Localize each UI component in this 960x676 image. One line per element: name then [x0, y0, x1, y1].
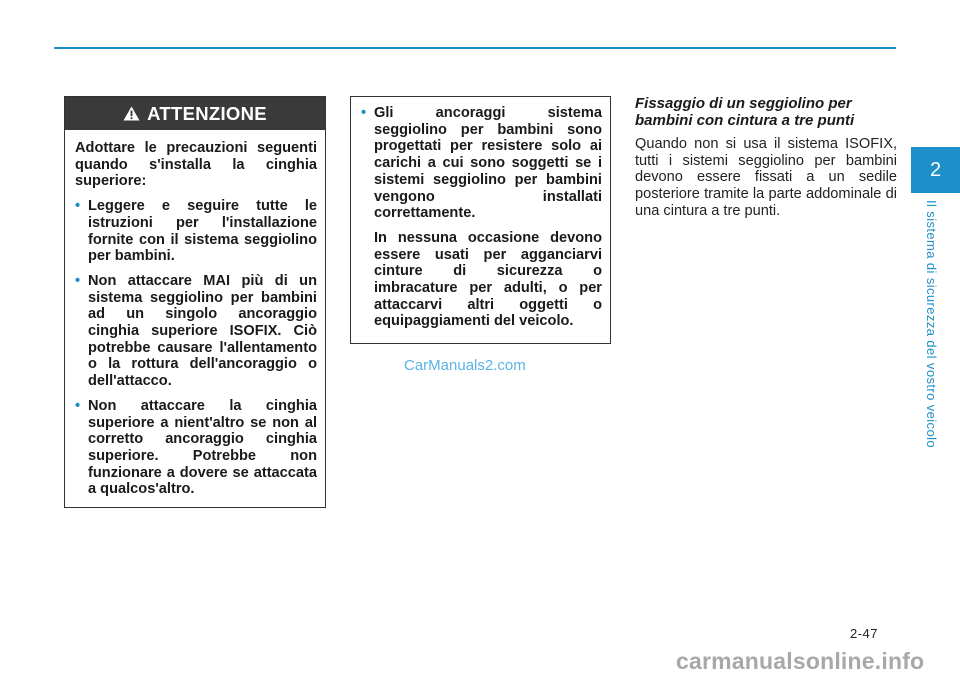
- bullet-dot: •: [75, 272, 81, 289]
- section-title: Fissaggio di un seggiolino per bambini con cintura a tre punti: [635, 95, 855, 129]
- warning-title: ATTENZIONE: [147, 102, 267, 124]
- bullet-dot: •: [75, 397, 81, 414]
- chapter-tab: [911, 147, 960, 193]
- top-rule: [54, 47, 896, 49]
- chapter-number: 2: [929, 158, 942, 181]
- warning-continuation-box: [350, 96, 611, 344]
- warning-item: [75, 273, 317, 390]
- watermark-footer[interactable]: carmanualsonline.info: [676, 648, 925, 674]
- warning-body: [65, 130, 325, 498]
- warning-item: [75, 198, 317, 265]
- warning-intro: Adottare le precauzioni seguenti quando s'installa la cinghia superiore:: [75, 140, 317, 190]
- warning-item-text: Non attaccare la cinghia superiore a nient'altro se non al corretto ancoraggio cinghia superiore. Potrebbe non funzionare a dovere se attaccata a qualcos'altro.: [88, 397, 317, 498]
- bullet-dot: •: [75, 198, 81, 215]
- continuation-list: [361, 105, 602, 222]
- warning-item-text: Leggere e seguire tutte le istruzioni per l'installazione fornite con il sistema seggiolino per bambini.: [88, 198, 317, 265]
- page-number: 2-47: [850, 626, 879, 641]
- warning-triangle-icon: [123, 106, 140, 121]
- continuation-body: [351, 97, 610, 330]
- warning-list: [75, 198, 317, 498]
- warning-item-text: Non attaccare MAI più di un sistema seggiolino per bambini ad un singolo ancoraggio cinghia superiore ISOFIX. Ciò potrebbe causare l'allentamento o la rottura dell'ancoraggio o dell'attacco.: [88, 272, 317, 390]
- watermark-carmanuals2[interactable]: CarManuals2.com: [404, 357, 526, 374]
- bullet-dot: •: [361, 105, 367, 121]
- warning-item: [75, 398, 317, 498]
- continuation-item-text: Gli ancoraggi sistema seggiolino per bambini sono progettati per resistere solo ai carichi a cui sono soggetti se i sistemi seggiolino per bambini vengono installati correttamente.: [374, 105, 602, 222]
- warning-header: [65, 97, 325, 130]
- section-body: Quando non si usa il sistema ISOFIX, tutti i sistemi seggiolino per bambini devono essere fissati a un sedile posteriore tramite la parte addominale di una cintura a tre punti.: [635, 136, 897, 219]
- continuation-item: [361, 105, 602, 222]
- chapter-side-label: Il sistema di sicurezza del vostro veicolo: [924, 200, 939, 449]
- continuation-note: In nessuna occasione devono essere usati per agganciarvi cinture di sicurezza o imbracature per adulti, o per attaccarvi altri oggetti o equipaggiamenti del veicolo.: [374, 229, 602, 330]
- warning-box: [64, 96, 326, 508]
